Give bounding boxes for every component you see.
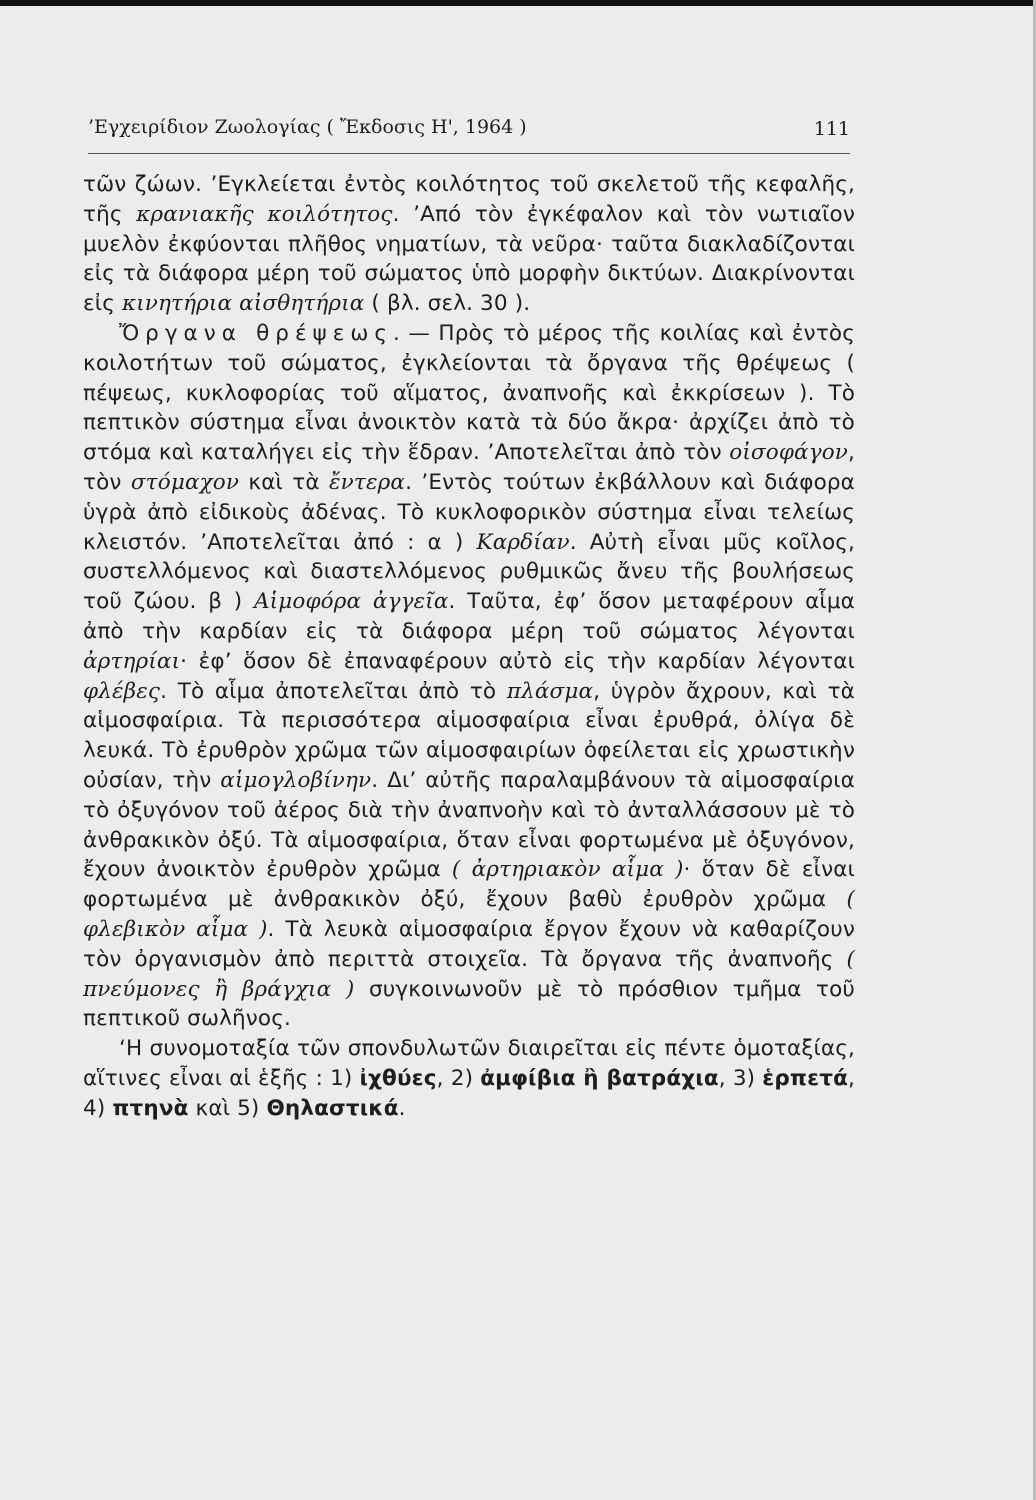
text-run: τῶν ζώων. ’Εγκλείεται ἐντὸς κοιλότητος τοῦ σκελετοῦ τῆς κεφαλῆς, τῆς bbox=[83, 172, 855, 227]
paragraph-nervous-system bbox=[83, 170, 855, 319]
bold-term: Θηλαστικά bbox=[266, 1095, 399, 1121]
text-run: , ὑγρὸν ἄχρουν, καὶ τὰ αἱμοσφαίρια. Τὰ περισσότερα αἱμοσφαίρια εἶναι ἐρυθρά, ὀλίγα δὲ λευκά. Τὸ ἐρυθρὸν χρῶμα τῶν αἱμοσφαιρίων ὀφείλεται εἰς χρωστικὴν οὐσίαν, τὴν bbox=[83, 678, 855, 793]
bold-term: ἀμφίβια ἢ βατράχια bbox=[480, 1065, 719, 1091]
italic-term: Αἱμοφόρα ἀγγεῖα bbox=[254, 589, 449, 615]
page-number: 111 bbox=[813, 118, 850, 140]
text-run: ( βλ. σελ. 30 ). bbox=[364, 291, 531, 317]
text-run: , 3) bbox=[718, 1065, 763, 1091]
header-rule bbox=[88, 153, 850, 154]
text-run: . Δι’ αὐτῆς παραλαμβάνουν τὰ αἱμοσφαίρια τὸ ὀξυγόνον τοῦ ἀέρος διὰ τὴν ἀναπνοὴν καὶ τὸ ἀνταλλάσσουν μὲ τὸ ἀνθρακικὸν ὀξύ. Τὰ αἱμοσφαίρια, ὅταν εἶναι φορτωμένα μὲ ὀξυγόνον, ἔχουν ἀνοικτὸν ἐρυθρὸν χρῶμα bbox=[83, 767, 855, 883]
italic-term: πλάσμα bbox=[506, 678, 594, 704]
section-heading: Ὄργανα θρέψεως bbox=[119, 320, 393, 346]
text-run: . Τὸ αἷμα ἀποτελεῖται ἀπὸ τὸ bbox=[160, 678, 507, 704]
scan-top-edge bbox=[0, 0, 1036, 6]
italic-term: ἔντερα bbox=[329, 469, 406, 495]
text-run: . Τὰ λευκὰ αἱμοσφαίρια ἔργον ἔχουν νὰ καθαρίζουν τὸν ὀργανισμὸν ἀπὸ περιττὰ στοιχεῖα. Τὰ ὄργανα τῆς ἀναπνοῆς bbox=[83, 916, 855, 972]
italic-term: κινητήρια αἰσθητήρια bbox=[121, 291, 365, 317]
italic-term: Καρδίαν bbox=[476, 529, 570, 555]
text-run: . ’Εντὸς τούτων ἐκβάλλουν καὶ διάφορα ὑγρὰ ἀπὸ εἰδικοὺς ἀδένας. Τὸ κυκλοφορικὸν σύστημα εἶναι τελείως κλειστόν. ’Αποτελεῖται ἀπό : α ) bbox=[83, 469, 855, 555]
bold-term: ἰχθύες bbox=[359, 1065, 437, 1091]
italic-term: φλέβες bbox=[83, 678, 161, 704]
italic-term: αἱμογλοβίνην bbox=[220, 767, 372, 793]
text-run: συγκοινωνοῦν μὲ τὸ πρόσθιον τμῆμα τοῦ πεπτικοῦ σωλῆνος. bbox=[83, 976, 855, 1032]
italic-term: οἰσοφάγον bbox=[729, 440, 849, 466]
running-header bbox=[88, 116, 850, 150]
italic-term: στόμαχον bbox=[130, 469, 240, 495]
text-run: ‘Η συνομοταξία τῶν σπονδυλωτῶν διαιρεῖται εἰς πέντε ὁμοταξίας, αἵτινες εἶναι αἱ ἑξῆς : 1) bbox=[83, 1036, 855, 1091]
italic-term: ( φλεβικὸν αἷμα ) bbox=[83, 887, 855, 942]
italic-term: κρανιακῆς κοιλότητος bbox=[136, 201, 393, 227]
paragraph-vertebrate-classes bbox=[83, 1034, 855, 1123]
italic-term: ἀρτηρίαι bbox=[83, 648, 181, 674]
text-run: , τὸν bbox=[83, 440, 855, 495]
text-run: · ἐφ’ ὅσον δὲ ἐπαναφέρουν αὐτὸ εἰς τὴν καρδίαν λέγονται bbox=[180, 648, 855, 674]
text-run: · ὅταν δὲ εἶναι φορτωμένα μὲ ἀνθρακικὸν ὀξύ, ἔχουν βαθὺ ἐρυθρὸν χρῶμα bbox=[83, 857, 855, 913]
text-run: . bbox=[398, 1095, 406, 1121]
italic-term: ( πνεύμονες ἢ βράγχια ) bbox=[83, 946, 855, 1002]
bold-term: πτηνὰ bbox=[112, 1095, 189, 1121]
bold-term: ἑρπετά bbox=[762, 1065, 848, 1091]
text-run: καὶ τὰ bbox=[239, 469, 329, 495]
text-run: . — Πρὸς τὸ μέρος τῆς κοιλίας καὶ ἐντὸς κοιλοτήτων τοῦ σώματος, ἐγκλείονται τὰ ὄργανα τῆς θρέψεως ( πέψεως, κυκλοφορίας τοῦ αἵματος, ἀναπνοῆς καὶ ἐκκρίσεων ). Τὸ πεπτικὸν σύστημα εἶναι ἀνοικτὸν κατὰ τὰ δύο ἄκρα· ἀρχίζει ἀπὸ τὸ στόμα καὶ καταλήγει εἰς τὴν ἕδραν. ’Αποτελεῖται ἀπὸ τὸν bbox=[83, 320, 856, 466]
text-run: . Αὐτὴ εἶναι μῦς κοῖλος, συστελλόμενος καὶ διαστελλόμενος ρυθμικῶς ἄνευ τῆς βουλήσεως τοῦ ζώου. β ) bbox=[83, 529, 856, 615]
text-run: . ’Από τὸν ἐγκέφαλον καὶ τὸν νωτιαῖον μυελὸν ἐκφύονται πλῆθος νηματίων, τὰ νεῦρα· ταῦτα διακλαδίζονται εἰς τὰ διάφορα μέρη τοῦ σώματος ὑπὸ μορφὴν δικτύων. Διακρίνονται εἰς bbox=[83, 201, 855, 317]
paragraph-nutrition-organs bbox=[83, 319, 855, 1034]
text-run: . Ταῦτα, ἐφ’ ὅσον μεταφέρουν αἷμα ἀπὸ τὴν καρδίαν εἰς τὰ διάφορα μέρη τοῦ σώματος λέγονται bbox=[83, 589, 855, 644]
header-title: ’Εγχειρίδιον Ζωολογίας ( Ἔκδοσις Η', 1964 ) bbox=[88, 116, 527, 138]
text-run: , 2) bbox=[436, 1065, 481, 1091]
text-run: καὶ 5) bbox=[188, 1095, 267, 1121]
text-run: , 4) bbox=[83, 1065, 855, 1121]
italic-term: ( ἀρτηριακὸν αἷμα ) bbox=[451, 857, 684, 883]
body-text bbox=[83, 170, 855, 1124]
